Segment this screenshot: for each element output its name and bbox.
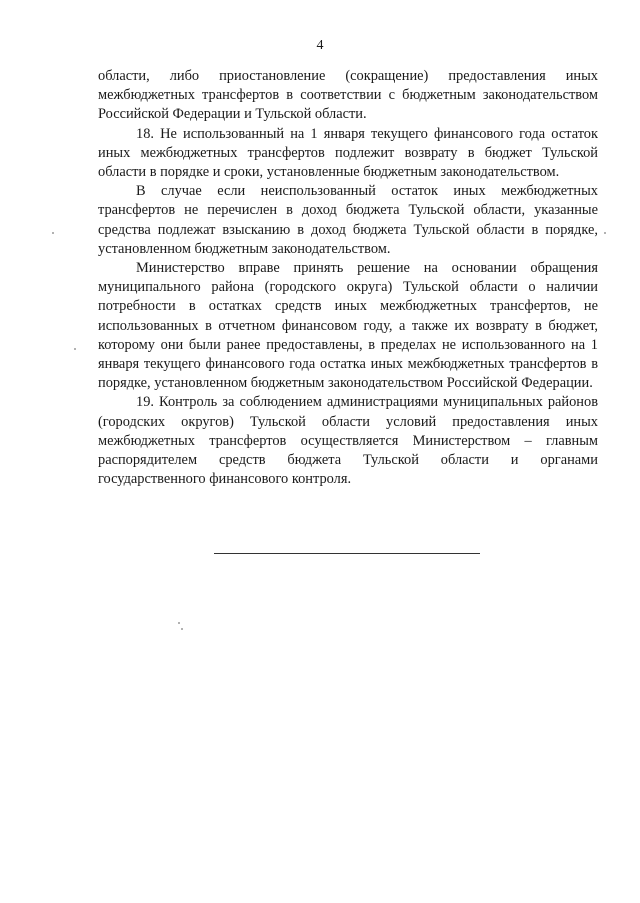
paragraph-clause-19: 19. Контроль за соблюдением администрациями муниципальных районов (городских округов) Тульской области условий предоставления иных межбюджетных трансфертов осуществляется Министерством – главным распорядителем средств бюджета Тульской области и органами государственного финансового контроля. <box>98 394 598 488</box>
scan-speck <box>52 232 54 234</box>
document-body <box>98 67 598 489</box>
end-of-text-rule <box>214 553 480 554</box>
paragraph-unspent-balance: В случае если неиспользованный остаток иных межбюджетных трансфертов не перечислен в доход бюджета Тульской области, указанные средства подлежат взысканию в доход бюджета Тульской области в порядке, установленном бюджетным законодательством. <box>98 183 598 257</box>
paragraph-ministry-decision: Министерство вправе принять решение на основании обращения муниципального района (городского округа) Тульской области о наличии потребности в остатках средств иных межбюджетных трансфертов, не использованных в отчетном финансовом году, а также их возврату в бюджет, которому они были ранее предоставлены, в пределах не использованного на 1 января текущего финансового года остатка иных межбюджетных трансфертов в порядке, установленном бюджетным законодательством Российской Федерации. <box>98 260 598 392</box>
scan-speck <box>74 348 76 350</box>
scan-speck <box>181 628 183 630</box>
page-number: 4 <box>316 38 324 53</box>
scan-speck <box>178 622 180 624</box>
paragraph-continuation: области, либо приостановление (сокращение) предоставления иных межбюджетных трансфертов в соответствии с бюджетным законодательством Российской Федерации и Тульской области. <box>98 68 598 123</box>
paragraph-clause-18: 18. Не использованный на 1 января текущего финансового года остаток иных межбюджетных трансфертов подлежит возврату в бюджет Тульской области в порядке и сроки, установленные бюджетным законодательством. <box>98 125 598 181</box>
scan-speck <box>604 232 606 234</box>
